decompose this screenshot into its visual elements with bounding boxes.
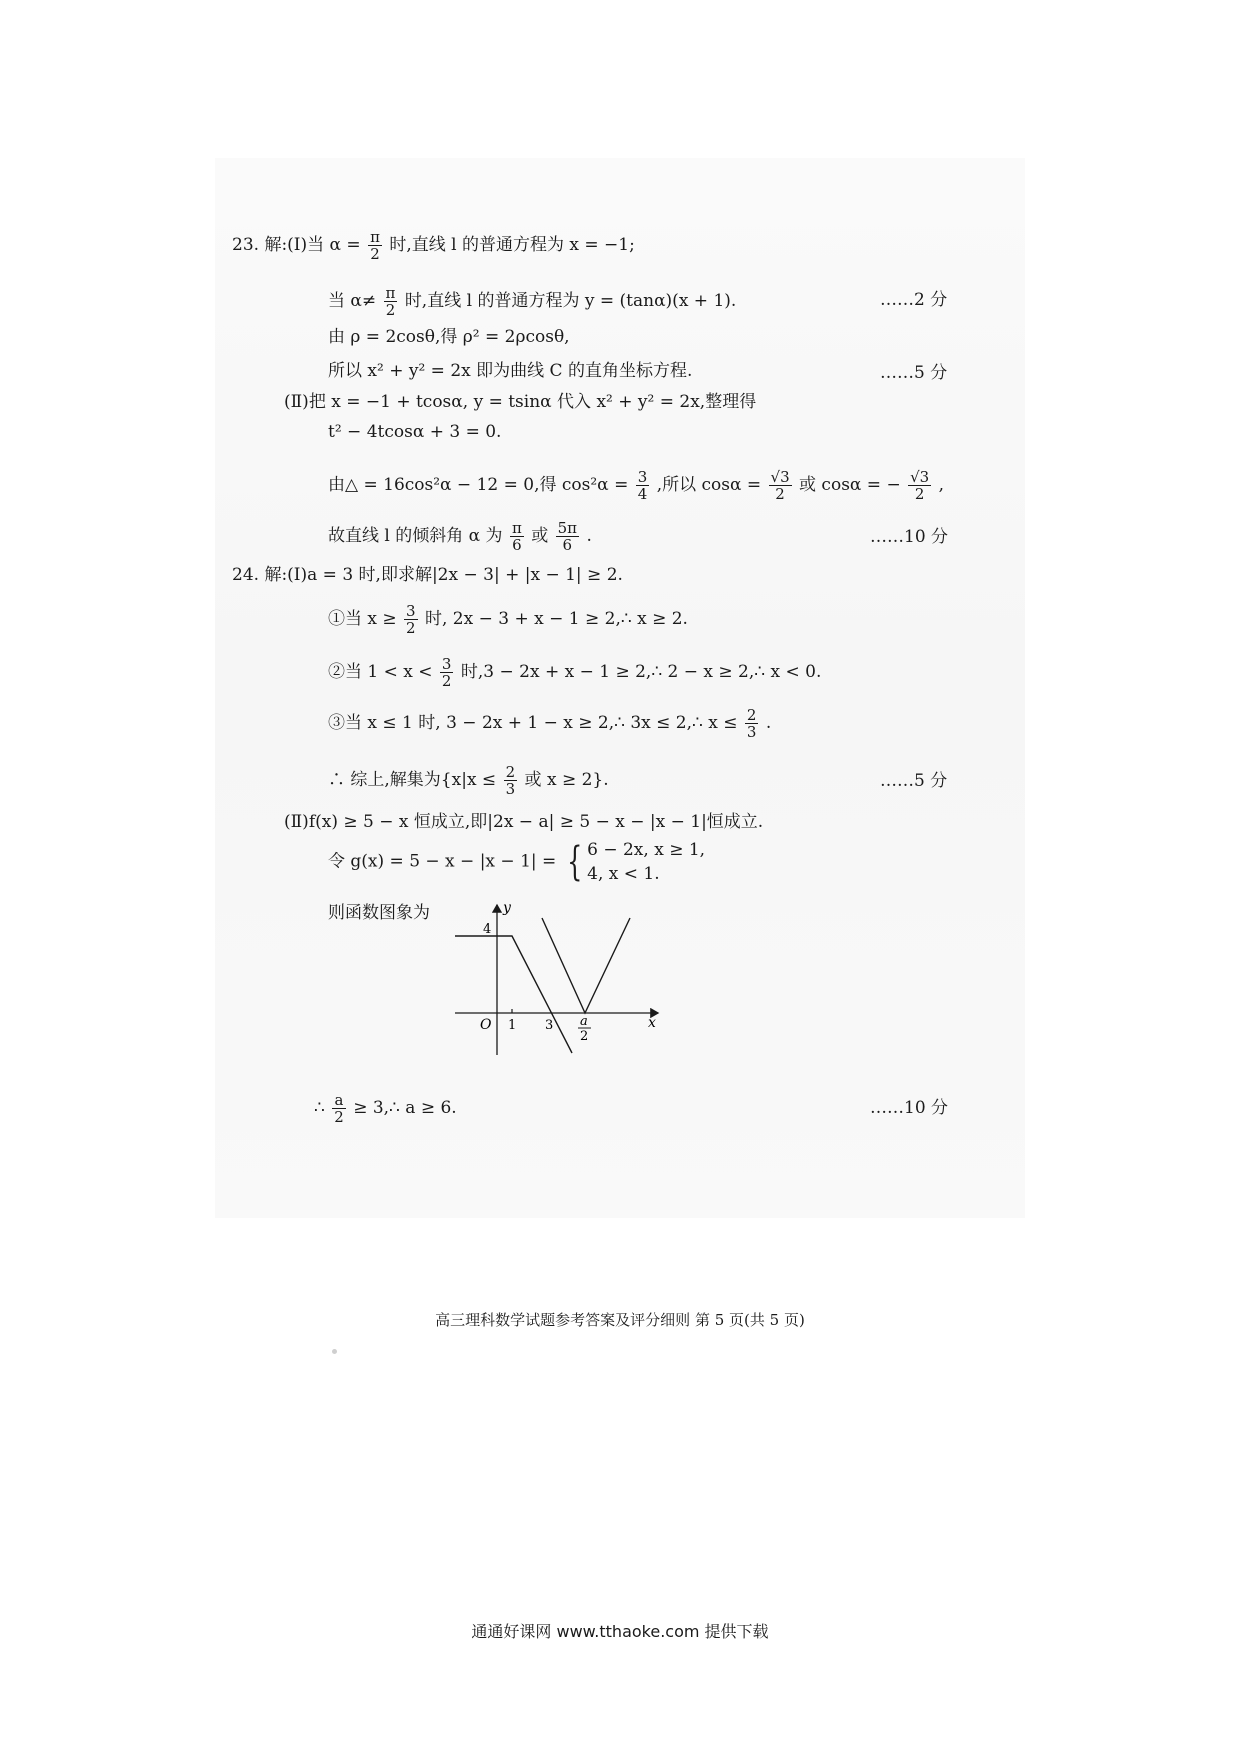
label-4: 4	[483, 922, 492, 937]
q23-l7-frac-2	[769, 469, 792, 502]
scan-speck	[332, 1349, 337, 1354]
q23-l8-frac-1	[510, 520, 524, 553]
q23-l8-mid: 或	[531, 526, 549, 546]
label-3: 3	[545, 1018, 554, 1033]
q24-l2-post: 时, 2x − 3 + x − 1 ≥ 2,∴ x ≥ 2.	[425, 609, 688, 629]
q23-l7-f2-den: 2	[775, 485, 785, 503]
q24-line-6: (Ⅱ)f(x) ≥ 5 − x 恒成立,即|2x − a| ≥ 5 − x − |x − 1|恒成立.	[284, 812, 764, 832]
label-x: x	[648, 1015, 656, 1031]
label-o: O	[480, 1017, 492, 1033]
q23-score-10: ……10 分	[870, 527, 949, 547]
q23-l7-f1-num: 3	[637, 468, 648, 486]
page-footer: 高三理科数学试题参考答案及评分细则 第 5 页(共 5 页)	[435, 1311, 805, 1329]
q23-l2-pre: 当 α≠	[328, 291, 377, 311]
site-credit: 通通好课网 www.tthaoke.com 提供下载	[471, 1622, 769, 1641]
q24-l4-post: .	[765, 713, 772, 733]
q24-l9-post: ≥ 3,∴ a ≥ 6.	[353, 1098, 457, 1118]
q23-l1-post: 时,直线 l 的普通方程为 x = −1;	[389, 235, 635, 255]
q23-l1-pre: 23. 解:(Ⅰ)当 α =	[232, 235, 361, 255]
q24-l9-pre: ∴	[314, 1098, 325, 1118]
q24-l5-den: 3	[505, 780, 516, 798]
g-graph	[455, 936, 572, 1053]
q23-line-4: 所以 x² + y² = 2x 即为曲线 C 的直角坐标方程.	[328, 361, 693, 381]
label-2: 2	[580, 1029, 589, 1044]
q23-l8-f2-num: 5π	[557, 519, 578, 537]
q24-score-5: ……5 分	[880, 771, 948, 791]
q23-line-7	[328, 469, 944, 502]
q24-l4-den: 3	[746, 723, 757, 741]
q23-l7-mid: ,所以 cosα =	[656, 475, 762, 495]
q24-l5-post: 或 x ≥ 2}.	[524, 770, 609, 790]
q24-line-1: 24. 解:(Ⅰ)a = 3 时,即求解|2x − 3| + |x − 1| ≥ 2.	[232, 565, 623, 585]
q24-l5-frac	[504, 764, 518, 797]
q24-l3-frac	[440, 656, 454, 689]
q23-l1-den: 2	[370, 245, 380, 263]
q23-line-1	[232, 229, 635, 262]
q23-l7-f1-den: 4	[637, 485, 648, 503]
q23-l7-f3-den: 2	[914, 485, 925, 503]
q24-l3-post: 时,3 − 2x + x − 1 ≥ 2,∴ 2 − x ≥ 2,∴ x < 0.	[460, 662, 822, 682]
q24-case-1: 6 − 2x, x ≥ 1,	[587, 840, 706, 860]
q23-l2-frac	[384, 285, 398, 318]
q23-l7-f3-num: √3	[910, 468, 930, 486]
q23-l7-post: ,	[938, 475, 945, 495]
abs-graph	[542, 918, 630, 1013]
q23-l2-num: π	[385, 284, 396, 302]
q24-l2-frac	[404, 603, 418, 636]
q23-l1-num: π	[370, 228, 380, 246]
q23-l7-pre: 由△ = 16cos²α − 12 = 0,得 cos²α =	[328, 475, 629, 495]
q23-l7-frac-3	[908, 469, 931, 502]
q24-l9-den: 2	[334, 1108, 344, 1126]
q24-l5-pre: ∴ 综上,解集为{x|x ≤	[328, 770, 497, 790]
q24-line-3	[328, 656, 821, 689]
q24-l3-den: 2	[441, 672, 452, 690]
q24-l4-frac	[745, 707, 759, 740]
label-a: a	[580, 1014, 588, 1029]
q24-l3-num: 3	[441, 655, 452, 673]
q24-l4-pre: ③当 x ≤ 1 时, 3 − 2x + 1 − x ≥ 2,∴ 3x ≤ 2,∴ x ≤	[328, 713, 738, 733]
q24-line-7	[328, 838, 705, 886]
q23-l7-frac-1	[636, 469, 650, 502]
q24-l9-num: a	[332, 1092, 346, 1109]
q23-l8-pre: 故直线 l 的倾斜角 α 为	[328, 526, 503, 546]
q23-l7-f2-num: √3	[770, 468, 790, 486]
q23-line-8	[328, 520, 592, 553]
q24-l5-num: 2	[505, 763, 516, 781]
q23-line-3: 由 ρ = 2cosθ,得 ρ² = 2ρcosθ,	[328, 327, 570, 347]
q24-line-4	[328, 707, 771, 740]
q24-cases	[587, 838, 705, 886]
q24-l2-num: 3	[406, 602, 416, 620]
label-1: 1	[508, 1018, 517, 1033]
q23-l8-f2-den: 6	[562, 536, 573, 554]
q23-l8-post: .	[586, 526, 592, 546]
q23-line-2	[328, 285, 736, 318]
q24-l4-num: 2	[746, 706, 757, 724]
q23-score-2: ……2 分	[880, 290, 948, 310]
q24-l2-den: 2	[406, 619, 416, 637]
q23-l8-frac-2	[556, 520, 579, 553]
function-graph	[450, 895, 670, 1065]
q24-line-8: 则函数图象为	[328, 903, 430, 923]
cases-brace: {	[566, 839, 583, 885]
q23-l8-f1-den: 6	[512, 536, 522, 554]
q24-line-9	[314, 1092, 457, 1125]
q23-l2-den: 2	[385, 301, 396, 319]
q24-l3-pre: ②当 1 < x <	[328, 662, 433, 682]
q24-line-2	[328, 603, 688, 636]
label-y: y	[503, 900, 511, 916]
q24-l9-frac	[332, 1092, 346, 1125]
q23-l8-f1-num: π	[511, 519, 522, 537]
q24-l7-pre: 令 g(x) = 5 − x − |x − 1| =	[328, 851, 557, 872]
q23-l2-post: 时,直线 l 的普通方程为 y = (tanα)(x + 1).	[404, 291, 737, 311]
q24-score-10: ……10 分	[870, 1098, 949, 1118]
q23-l7-mid2: 或 cosα = −	[799, 475, 901, 495]
q24-l2-pre: ①当 x ≥	[328, 609, 397, 629]
q23-line-5: (Ⅱ)把 x = −1 + tcosα, y = tsinα 代入 x² + y² = 2x,整理得	[284, 392, 757, 412]
q23-score-5: ……5 分	[880, 363, 948, 383]
q23-line-6: t² − 4tcosα + 3 = 0.	[328, 422, 502, 442]
q24-case-2: 4, x < 1.	[587, 864, 660, 884]
q24-line-5	[328, 764, 609, 797]
q23-l1-frac	[368, 229, 382, 262]
